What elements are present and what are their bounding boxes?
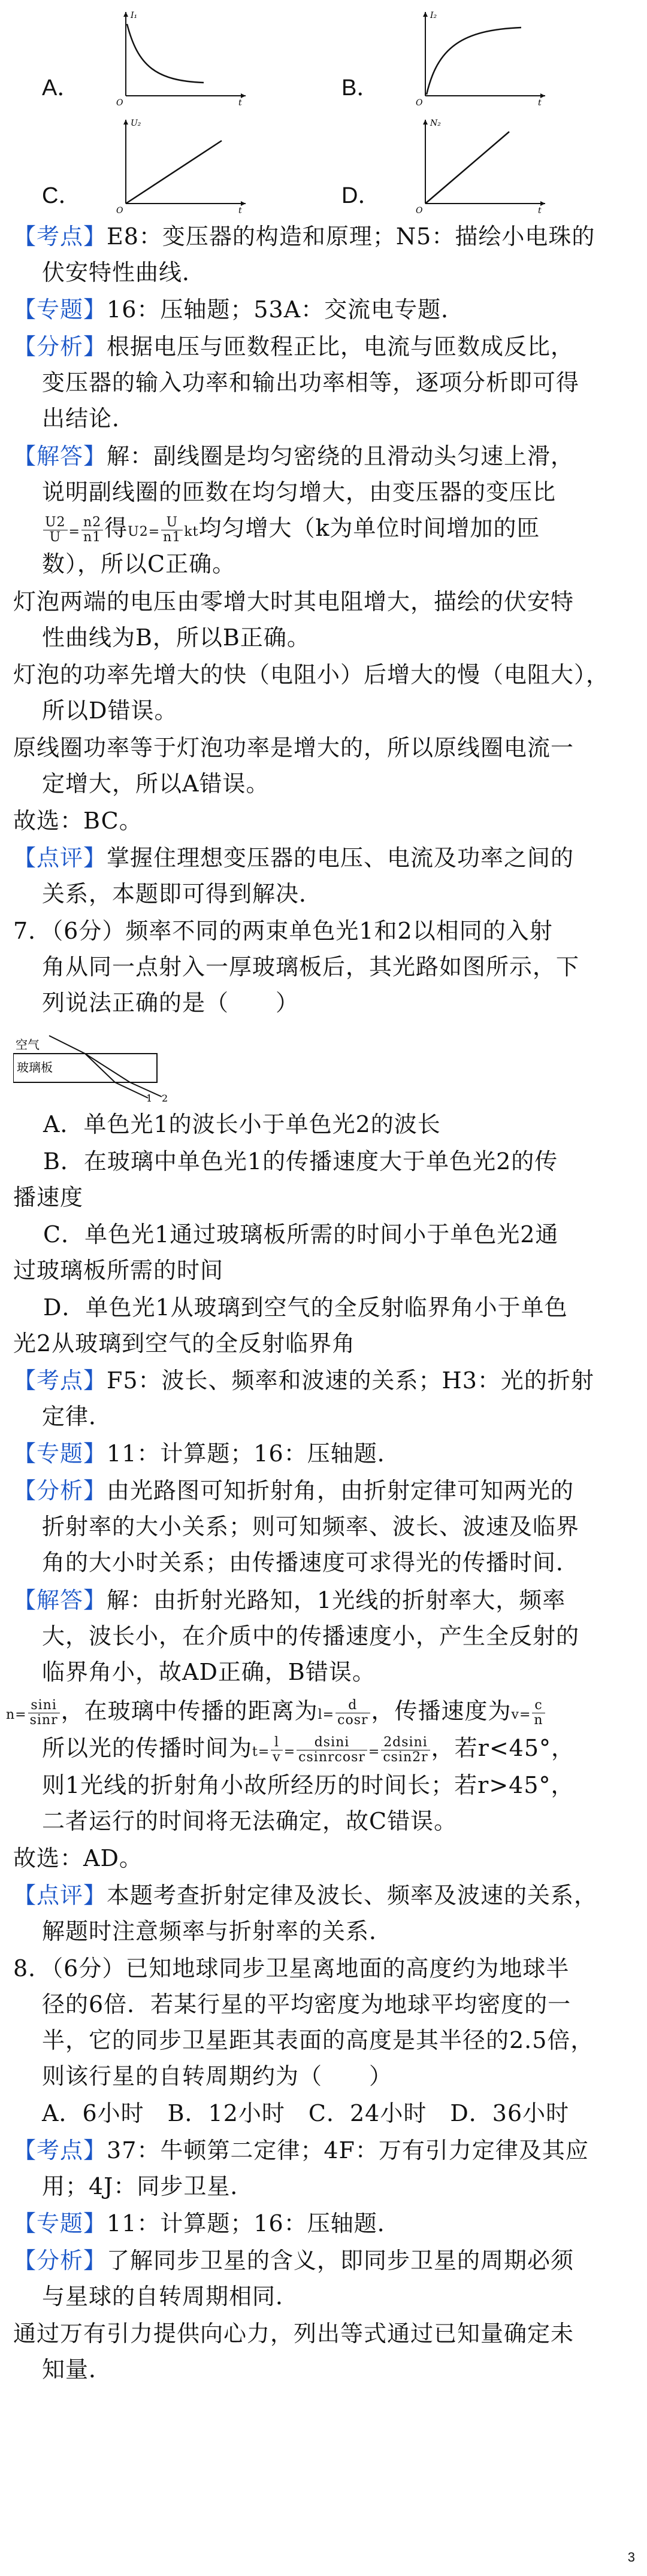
q6-fenxi-text: 根据电压与匝数程正比，电流与匝数成反比，: [107, 333, 575, 360]
graph-c-origin: O: [116, 206, 123, 216]
q6-para2-line1: 灯泡两端的电压由零增大时其电阻增大，描绘的伏安特: [13, 588, 575, 615]
fraction-d-over-cosr: $\frac{d}{\cos r}$: [335, 1698, 370, 1728]
q6-para3-line2: 所以D错误。: [42, 697, 178, 724]
q6-dianping-line1: [13, 840, 636, 876]
q6-jieda-line2: 说明副线圈的匝数在均匀增大，由变压器的变压比: [42, 479, 557, 505]
q6-kaodian-line2: 伏安特性曲线．: [42, 259, 206, 286]
option-b-letter: B．: [341, 75, 380, 101]
graph-c: [102, 114, 258, 216]
option-b-graph: [324, 6, 611, 108]
fraction-sini-over-sinr: $\frac{\sin i}{\sin r}$: [28, 1698, 60, 1728]
kaodian-tag: 【考点】: [13, 2137, 107, 2164]
fraction-u2-over-u: $\frac{U2}{U}$: [43, 515, 68, 545]
page-number: 3: [627, 2550, 635, 2565]
q6-jieda-line4: 数），所以C正确。: [42, 551, 236, 577]
q7-option-b-line2: 播速度: [13, 1184, 84, 1210]
option-d-letter: D．: [341, 183, 381, 208]
q8-options: A．6小时 B．12小时 C．24小时 D．36小时: [42, 2100, 570, 2126]
graph-b-y-label: I₂: [430, 11, 437, 20]
q8-stem-line1: 8．（6分）已知地球同步卫星离地面的高度约为地球半: [13, 1955, 570, 1982]
light-path-diagram: [13, 1030, 169, 1102]
q8-fenxi-line2: 与星球的自转周期相同．: [42, 2283, 300, 2310]
q6-fenxi-line2: 变压器的输入功率和输出功率相等，逐项分析即可得: [42, 369, 580, 396]
graph-d-y-label: N₂: [430, 119, 441, 128]
zhuanti-tag: 【专题】: [13, 296, 107, 323]
q7-jieda-line1: 【解答】解：由折射光路知，1光线的折射率大，频率: [13, 1587, 566, 1613]
q8-stem-line4: 则该行星的自转周期约为（ ）: [42, 2063, 393, 2089]
fraction-l-over-v: $\frac{l}{v}$: [271, 1735, 282, 1765]
q7-option-c-line2: 过玻璃板所需的时间: [13, 1257, 224, 1284]
zhuanti-tag: 【专题】: [13, 2210, 107, 2237]
q7-fenxi-line2: 折射率的大小关系；则可知频率、波长、波速及临界: [42, 1513, 580, 1540]
q7-fenxi-line3: 角的大小时关系；由传播速度可求得光的传播时间．: [42, 1549, 580, 1576]
dianping-tag: 【点评】: [13, 845, 107, 871]
ray-1-label: 1: [146, 1093, 153, 1102]
q7-kaodian-line2: 定律．: [42, 1403, 113, 1430]
q7-option-b-line1: B．在玻璃中单色光1的传播速度大于单色光2的传: [43, 1148, 558, 1175]
q6-dianping-line2: 关系，本题即可得到解决．: [42, 881, 323, 907]
fraction-u-over-n1: $\frac{U}{n1}$: [161, 515, 183, 545]
q6-para3-line1: 灯泡的功率先增大的快（电阻小）后增大的慢（电阻大），: [13, 662, 610, 688]
graph-a-x-label: t: [238, 98, 242, 108]
kaodian-tag: 【考点】: [13, 223, 107, 250]
q6-para2-line2: 性曲线为B，所以B正确。: [42, 624, 310, 651]
q7-stem-line1: 7．（6分）频率不同的两束单色光1和2以相同的入射: [13, 918, 553, 944]
graph-b: [401, 6, 557, 108]
q7-fenxi-line1: 【分析】由光路图可知折射角，由折射定律可知两光的: [13, 1477, 575, 1504]
air-label: 空气: [16, 1037, 40, 1052]
q7-jieda-line7: 二者运行的时间将无法确定，故C错误。: [42, 1808, 458, 1834]
q8-stem-line3: 半，它的同步卫星距其表面的高度是其半径的2.5倍，: [42, 2027, 594, 2053]
fraction-2dsini-over-csin2r: $\frac{2dsini}{csin2r}$: [381, 1735, 430, 1765]
q6-kaodian-line1: [13, 219, 636, 254]
option-c-graph: [24, 114, 312, 216]
graph-b-origin: O: [416, 98, 423, 108]
option-a-graph: [24, 6, 312, 108]
q7-option-d-line2: 光2从玻璃到空气的全反射临界角: [13, 1330, 356, 1357]
q7-formula-line2: 所以光的传播时间为t= $\frac{l}{v}$ = $\frac{dsini}{\text{csinrcosr}}$ = $\frac{2dsini}{csin2r}$ ，若r<45°，: [42, 1735, 575, 1765]
graph-row-ab: [24, 6, 623, 108]
q8-stem-line2: 径的6倍．若某行星的平均密度为地球平均密度的一: [42, 1991, 572, 2017]
graph-c-x-label: t: [238, 206, 242, 216]
q6-para4-line2: 定增大，所以A错误。: [42, 770, 270, 797]
decay-curve-graph: [102, 6, 258, 108]
q7-formula-line1: n= $\frac{\sin i}{\sin r}$ ，在玻璃中传播的距离为l= $\frac{d}{\cos r}$ ，传播速度为v= $\frac{c}{n}$: [6, 1693, 629, 1733]
q8-zhuanti-line: 【专题】11：计算题；16：压轴题．: [13, 2210, 401, 2237]
q6-jieda-text: 解：副线圈是均匀密绕的且滑动头匀速上滑，: [107, 443, 575, 469]
saturating-curve-graph: [401, 6, 557, 108]
q7-option-d-line1: D．单色光1从玻璃到空气的全反射临界角小于单色: [43, 1294, 568, 1321]
graph-row-cd: [24, 114, 623, 216]
q8-para-line1: 通过万有引力提供向心力，列出等式通过已知量确定未: [13, 2320, 575, 2347]
q7-jieda-line6: 则1光线的折射角小故所经历的时间长；若r>45°，: [42, 1772, 575, 1798]
option-d-graph: [324, 114, 611, 216]
fraction-n2-over-n1: $\frac{n2}{n1}$: [81, 515, 103, 545]
dianping-tag: 【点评】: [13, 1882, 107, 1909]
q6-fenxi-line1: [13, 329, 636, 365]
q6-jieda-line1: [13, 438, 636, 474]
graph-d: [401, 114, 557, 216]
graph-a: [102, 6, 258, 108]
fraction-dsini-over-csinrcosr: $\frac{dsini}{\text{csinrcosr}}$: [297, 1735, 367, 1765]
ray-2-label: 2: [162, 1093, 168, 1102]
zhuanti-tag: 【专题】: [13, 1440, 107, 1467]
glass-label: 玻璃板: [17, 1060, 53, 1075]
jieda-tag: 【解答】: [13, 443, 107, 469]
fenxi-tag: 【分析】: [13, 2247, 107, 2274]
fenxi-tag: 【分析】: [13, 333, 107, 360]
q7-dianping-line2: 解题时注意频率与折射率的关系．: [42, 1918, 393, 1944]
q7-jieda-line3: 临界角小，故AD正确，B错误。: [42, 1659, 376, 1685]
kaodian-tag: 【考点】: [13, 1367, 107, 1394]
graph-b-x-label: t: [538, 98, 542, 108]
q6-zhuanti-text: 16：压轴题；53A：交流电专题．: [107, 296, 465, 323]
q7-dianping-line1: 【点评】本题考查折射定律及波长、频率及波速的关系，: [13, 1882, 598, 1909]
q6-formula-line: $\frac{U2}{U}$ = $\frac{n2}{n1}$ 得U2= $\frac{U}{n1}$ kt均匀增大（k为单位时间增加的匝: [42, 510, 647, 550]
q6-zhuanti-line: [13, 292, 636, 327]
fenxi-tag: 【分析】: [13, 1477, 107, 1504]
q7-kaodian-line1: 【考点】F5：波长、频率和波速的关系；H3：光的折射: [13, 1367, 594, 1394]
graph-d-x-label: t: [538, 206, 542, 216]
q8-para-line2: 知量．: [42, 2356, 113, 2383]
graph-a-origin: O: [116, 98, 123, 108]
glass-plate-diagram: [13, 1030, 169, 1102]
option-c-letter: C．: [42, 183, 81, 208]
q7-zhuanti-line: 【专题】11：计算题；16：压轴题．: [13, 1440, 401, 1467]
q6-dianping-text: 掌握住理想变压器的电压、电流及功率之间的: [107, 845, 575, 871]
graph-d-origin: O: [416, 206, 423, 216]
q6-fenxi-line3: 出结论．: [42, 405, 136, 432]
jieda-tag: 【解答】: [13, 1587, 107, 1613]
graph-c-y-label: U₂: [131, 119, 141, 128]
q8-kaodian-line1: 【考点】37：牛顿第二定律；4F：万有引力定律及其应: [13, 2137, 589, 2164]
q7-stem-line2: 角从同一点射入一厚玻璃板后，其光路如图所示，下: [42, 954, 580, 980]
q8-kaodian-line2: 用；4J：同步卫星．: [42, 2173, 254, 2199]
q7-option-a: A．单色光1的波长小于单色光2的波长: [43, 1111, 441, 1137]
q7-jieda-line2: 大，波长小，在介质中的传播速度小，产生全反射的: [42, 1623, 580, 1649]
q6-para4-line1: 原线圈功率等于灯泡功率是增大的，所以原线圈电流一: [13, 735, 575, 761]
q6-answer: 故选：BC。: [13, 808, 143, 834]
q7-option-c-line1: C．单色光1通过玻璃板所需的时间小于单色光2通: [43, 1221, 559, 1248]
graph-a-y-label: I₁: [131, 11, 138, 20]
q7-answer: 故选：AD。: [13, 1845, 143, 1871]
q8-fenxi-line1: 【分析】了解同步卫星的含义，即同步卫星的周期必须: [13, 2247, 575, 2274]
q6-kaodian-text: E8：变压器的构造和原理；N5：描绘小电珠的: [107, 223, 595, 250]
option-a-letter: A．: [42, 75, 80, 101]
linear-graph-d: [401, 114, 557, 216]
fraction-c-over-n: $\frac{c}{n}$: [532, 1698, 545, 1728]
q7-stem-line3: 列说法正确的是（ ）: [42, 990, 300, 1016]
linear-graph-c: [102, 114, 258, 216]
